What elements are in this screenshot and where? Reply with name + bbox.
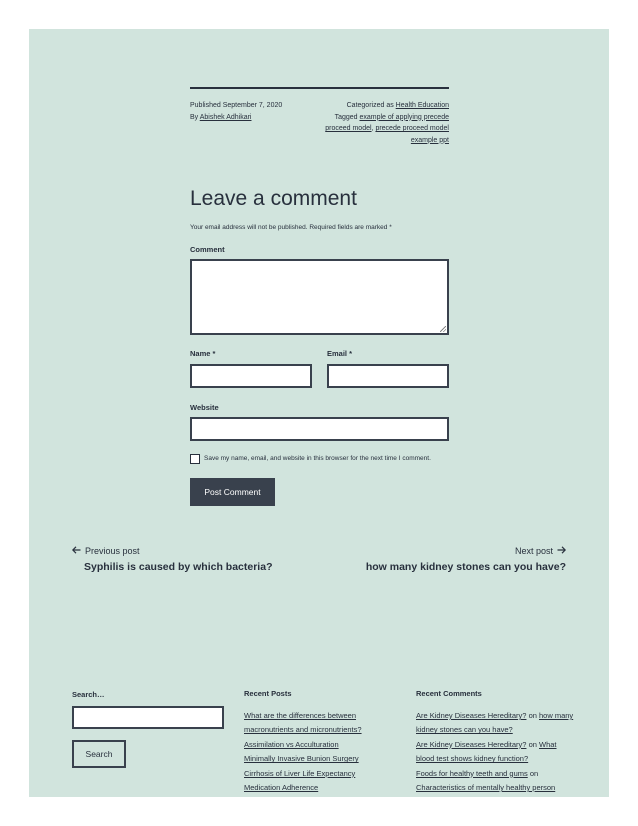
name-field[interactable] [190, 364, 312, 388]
comment-section-title: Leave a comment [190, 187, 357, 210]
email-field[interactable] [327, 364, 449, 388]
list-item: Are Kidney Diseases Hereditary? on What blood test shows kidney function? [416, 739, 557, 764]
recent-post-link[interactable]: What are the differences between macronutrients and micronutrients? [244, 711, 362, 735]
save-info-label: Save my name, email, and website in this browser for the next time I comment. [204, 455, 431, 462]
previous-post-link[interactable] [72, 546, 272, 573]
page-content [29, 29, 609, 797]
name-label: Name * [190, 349, 216, 358]
comment-textarea[interactable] [190, 259, 449, 335]
recent-comments-list [416, 709, 576, 795]
comment-post-link[interactable]: how many kidney stones can you have? [416, 711, 574, 735]
resize-grip-icon[interactable] [440, 326, 446, 332]
list-item [244, 752, 394, 766]
comment-post-link[interactable]: Characteristics of mentally healthy person [416, 783, 556, 793]
recent-post-link[interactable]: Cirrhosis of Liver Life Expectancy [244, 768, 356, 778]
next-post-link[interactable] [366, 546, 566, 573]
comment-author-link[interactable]: Are Kidney Diseases Hereditary? [416, 739, 527, 749]
tag-link[interactable]: precede proceed model example ppt [375, 125, 449, 144]
comment-post-link[interactable]: What blood test shows kidney function? [416, 739, 557, 764]
category-link[interactable]: Health Education [395, 102, 449, 109]
list-item [244, 709, 394, 738]
post-comment-button[interactable]: Post Comment [190, 478, 275, 506]
tag-link[interactable]: example of applying precede proceed model [325, 113, 449, 132]
author-link[interactable]: Abishek Adhikari [199, 113, 252, 121]
website-field[interactable] [190, 417, 449, 441]
recent-posts-list [244, 709, 394, 795]
comment-notes: Your email address will not be published. Required fields are marked * [190, 224, 392, 231]
search-input[interactable] [72, 706, 224, 729]
save-info-checkbox[interactable] [190, 454, 200, 464]
published-line: Published September 7, 2020 [190, 102, 283, 109]
search-button[interactable]: Search [72, 740, 126, 768]
post-meta-left [190, 100, 320, 123]
published-date: September 7, 2020 [222, 102, 283, 109]
previous-post-label: Previous post [85, 546, 140, 556]
arrow-left-icon [72, 546, 81, 556]
comment-author-link[interactable]: Foods for healthy teeth and gums [416, 768, 528, 778]
list-item [244, 781, 394, 795]
previous-post-title: Syphilis is caused by which bacteria? [84, 561, 273, 573]
recent-post-link[interactable]: Medication Adherence [244, 783, 319, 793]
author-line: By Abishek Adhikari [190, 113, 252, 121]
email-label: Email * [327, 349, 353, 358]
recent-comments-heading: Recent Comments [416, 689, 482, 698]
recent-posts-heading: Recent Posts [244, 689, 292, 698]
list-item: Are Kidney Diseases Hereditary? on how many kidney stones can you have? [416, 711, 574, 735]
list-item [244, 738, 394, 752]
arrow-right-icon [557, 546, 566, 556]
list-item [244, 767, 394, 781]
post-meta-right [319, 100, 449, 146]
tags-line: Tagged example of applying precede proceed model, precede proceed model example ppt [325, 113, 449, 144]
website-label: Website [190, 403, 219, 412]
recent-post-link[interactable]: Assimilation vs Acculturation [244, 739, 339, 749]
next-post-title: how many kidney stones can you have? [365, 561, 566, 573]
next-post-label: Next post [514, 546, 553, 556]
separator [190, 87, 449, 89]
category-line: Categorized as Health Education [346, 102, 449, 109]
comment-label: Comment [190, 245, 225, 254]
list-item: Foods for healthy teeth and gums on Characteristics of mentally healthy person [416, 768, 556, 793]
recent-post-link[interactable]: Minimally Invasive Bunion Surgery [244, 754, 359, 764]
comment-author-link[interactable]: Are Kidney Diseases Hereditary? [416, 711, 527, 720]
search-label: Search… [72, 690, 105, 699]
